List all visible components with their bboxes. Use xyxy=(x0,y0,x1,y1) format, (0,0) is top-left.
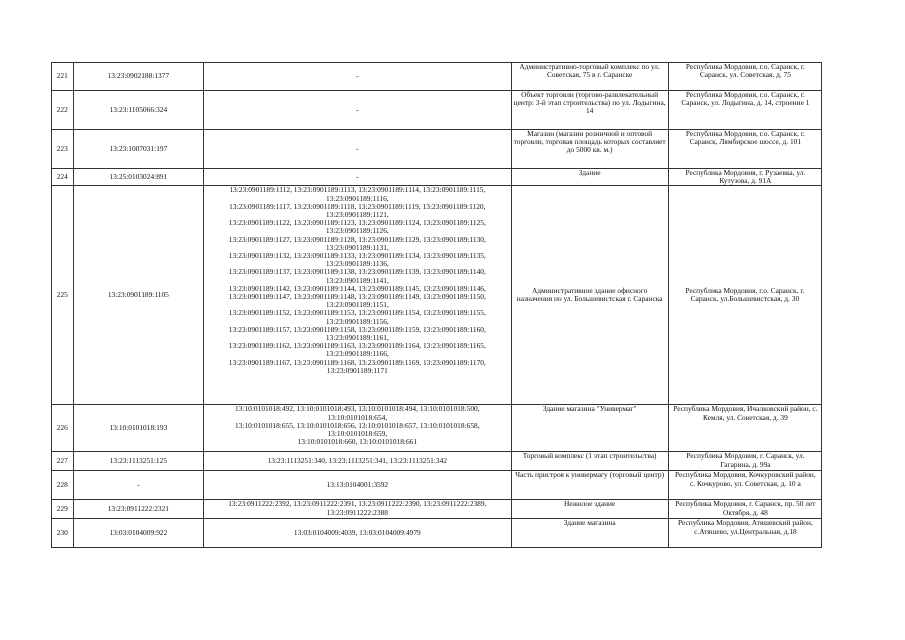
address-cell: Республика Мордовия, Атяшевский район, с.Атяшево, ул.Центральная, д.18 xyxy=(668,519,821,548)
related-cadastral-line: 13:10:0101018:660, 13:10:0101018:661 xyxy=(297,437,418,447)
object-name-cell: Здание магазина "Универмаг" xyxy=(511,405,668,452)
table-row xyxy=(52,169,822,186)
registry-table-body xyxy=(52,63,822,548)
related-cadastral-numbers-cell xyxy=(204,63,511,91)
related-cadastral-line: - xyxy=(356,143,359,153)
related-cadastral-line: 13:23:1113251:340, 13:23:1113251:341, 13:23:1113251:342 xyxy=(267,456,448,466)
table-row xyxy=(52,91,822,130)
related-cadastral-line: 13:23:0901189:1157, 13:23:0901189:1158, 13:23:0901189:1159, 13:23:0901189:1160, xyxy=(228,324,486,334)
table-row xyxy=(52,500,822,519)
related-cadastral-line: 13:23:0901189:1126, xyxy=(325,226,389,236)
object-name-cell: Торговый комплекс (1 этап строительства) xyxy=(511,452,668,471)
related-cadastral-line: 13:23:0901189:1117, 13:23:0901189:1118, 13:23:0901189:1119, 13:23:0901189:1120, xyxy=(229,201,486,211)
object-name-cell: Здание магазина xyxy=(511,519,668,548)
table-row xyxy=(52,63,822,91)
related-cadastral-line: 13:13:0104001:3592 xyxy=(326,480,389,490)
object-name-cell: Часть пристроя к универмагу (торговый центр) xyxy=(511,471,668,500)
object-name-cell: Здание xyxy=(511,169,668,186)
related-cadastral-numbers-cell xyxy=(204,186,511,405)
related-cadastral-line: 13:23:0901189:1132, 13:23:0901189:1133, 13:23:0901189:1134, 13:23:0901189:1135, xyxy=(228,251,486,261)
cadastral-number-cell: 13:25:0103024:891 xyxy=(73,169,204,186)
related-cadastral-line: 13:10:0101018:655, 13:10:0101018:656, 13:10:0101018:657, 13:10:0101018:658, xyxy=(235,420,480,430)
row-number-cell: 227 xyxy=(52,452,74,471)
object-name-cell: Административное здание офисного назначения по ул. Большевистская г. Саранска xyxy=(511,186,668,405)
related-cadastral-line: 13:23:0901189:1162, 13:23:0901189:1163, 13:23:0901189:1164, 13:23:0901189:1165, xyxy=(228,341,486,351)
related-cadastral-line: 13:23:0901189:1122, 13:23:0901189:1123, 13:23:0901189:1124, 13:23:0901189:1125, xyxy=(228,218,486,228)
related-cadastral-line: 13:23:0911222:2392, 13:23:0911222:2391, 13:23:0911222:2390, 13:23:0911222:2389, xyxy=(228,499,487,509)
cadastral-number-cell: 13:10:0101018:193 xyxy=(73,405,204,452)
related-cadastral-line: 13:23:0901189:1152, 13:23:0901189:1153, 13:23:0901189:1154, 13:23:0901189:1155, xyxy=(228,308,486,318)
object-name-cell: Объект торговли (торгово-развлекательный центр: 3-й этап строительства) по ул. Лодыгина, 14 xyxy=(511,91,668,130)
address-cell: Республика Мордовия, г. Саранск, ул. Гагарина, д. 99а xyxy=(668,452,821,471)
related-cadastral-line: 13:10:0101018:492, 13:10:0101018:493, 13:10:0101018:494, 13:10:0101018:500, xyxy=(235,404,480,414)
address-cell: Республика Мордовия, г.о. Саранск, г. Саранск, Лямбирское шоссе, д. 101 xyxy=(668,130,821,169)
related-cadastral-line: 13:23:0901189:1131, xyxy=(325,242,389,252)
row-number-cell: 221 xyxy=(52,63,74,91)
related-cadastral-numbers-cell xyxy=(204,519,511,548)
related-cadastral-line: 13:23:0901189:1166, xyxy=(325,349,389,359)
related-cadastral-numbers-cell xyxy=(204,471,511,500)
registry-table xyxy=(51,62,822,548)
related-cadastral-line: 13:23:0901189:1161, xyxy=(325,333,389,343)
address-cell: Республика Мордовия, г.о. Саранск, г. Саранск, ул. Советская, д. 75 xyxy=(668,63,821,91)
related-cadastral-numbers-cell xyxy=(204,91,511,130)
related-cadastral-line: 13:23:0901189:1112, 13:23:0901189:1113, 13:23:0901189:1114, 13:23:0901189:1115, xyxy=(229,185,486,195)
object-name-cell: Административно-торговый комплекс по ул. Советская, 75 в г. Саранске xyxy=(511,63,668,91)
related-cadastral-numbers-cell xyxy=(204,169,511,186)
table-row xyxy=(52,186,822,405)
table-row xyxy=(52,519,822,548)
related-cadastral-line: 13:23:0911222:2388 xyxy=(326,507,388,517)
address-cell: Республика Мордовия, г.о. Саранск, г. Саранск, ул.Большевистская, д. 30 xyxy=(668,186,821,405)
related-cadastral-line: 13:23:0901189:1142, 13:23:0901189:1144, 13:23:0901189:1145, 13:23:0901189:1146, xyxy=(228,283,486,293)
related-cadastral-line: 13:23:0901189:1137, 13:23:0901189:1138, 13:23:0901189:1139, 13:23:0901189:1140, xyxy=(228,267,486,277)
related-cadastral-line: 13:23:0901189:1151, xyxy=(325,300,389,310)
table-row xyxy=(52,471,822,500)
object-name-cell: Нежилое здание xyxy=(511,500,668,519)
related-cadastral-line: 13:23:0901189:1141, xyxy=(325,275,389,285)
object-name-cell: Магазин (магазин розничной и оптовой торговли, торговая площадь которых составляет до 5000 кв. м.) xyxy=(511,130,668,169)
related-cadastral-line: - xyxy=(356,71,359,81)
cadastral-number-cell: - xyxy=(73,471,204,500)
related-cadastral-line: 13:10:0101018:659, xyxy=(327,429,388,439)
related-cadastral-line: 13:23:0901189:1116, xyxy=(326,193,389,203)
related-cadastral-line: 13:23:0901189:1121, xyxy=(325,210,389,220)
related-cadastral-line: 13:03:0104009:4039, 13:03:0104009:4979 xyxy=(293,528,421,538)
related-cadastral-line: 13:23:0901189:1167, 13:23:0901189:1168, 13:23:0901189:1169, 13:23:0901189:1170, xyxy=(228,357,486,367)
cadastral-number-cell: 13:23:0901189:1105 xyxy=(73,186,204,405)
row-number-cell: 229 xyxy=(52,500,74,519)
row-number-cell: 226 xyxy=(52,405,74,452)
address-cell: Республика Мордовия, г.о. Саранск, г. Саранск, ул. Лодыгина, д. 14, строение 1 xyxy=(668,91,821,130)
related-cadastral-line: 13:10:0101018:654, xyxy=(327,412,388,422)
related-cadastral-line: 13:23:0901189:1171 xyxy=(326,365,388,375)
table-row xyxy=(52,452,822,471)
cadastral-number-cell: 13:23:0902188:1377 xyxy=(73,63,204,91)
cadastral-number-cell: 13:23:1105066:324 xyxy=(73,91,204,130)
address-cell: Республика Мордовия, г. Саранск, пр. 50 лет Октября, д. 48 xyxy=(668,500,821,519)
address-cell: Республика Мордовия, Ичалковский район, с. Кемля, ул. Советская, д. 39 xyxy=(668,405,821,452)
row-number-cell: 228 xyxy=(52,471,74,500)
cadastral-number-cell: 13:23:1007031:197 xyxy=(73,130,204,169)
row-number-cell: 230 xyxy=(52,519,74,548)
cadastral-number-cell: 13:23:0911222:2321 xyxy=(73,500,204,519)
cadastral-number-cell: 13:23:1113251:125 xyxy=(73,452,204,471)
related-cadastral-line: 13:23:0901189:1147, 13:23:0901189:1148, 13:23:0901189:1149, 13:23:0901189:1150, xyxy=(228,292,486,302)
row-number-cell: 223 xyxy=(52,130,74,169)
related-cadastral-line: 13:23:0901189:1127, 13:23:0901189:1128, 13:23:0901189:1129, 13:23:0901189:1130, xyxy=(228,234,486,244)
address-cell: Республика Мордовия, Кочкуровский район, с. Кочкурово, ул. Советская, д. 10 а xyxy=(668,471,821,500)
cadastral-number-cell: 13:03:0104009:922 xyxy=(73,519,204,548)
related-cadastral-line: 13:23:0901189:1136, xyxy=(325,259,389,269)
row-number-cell: 225 xyxy=(52,186,74,405)
related-cadastral-numbers-cell xyxy=(204,452,511,471)
related-cadastral-numbers-cell xyxy=(204,405,511,452)
address-cell: Республика Мордовия, г. Рузаевка, ул. Кутузова, д. 91А xyxy=(668,169,821,186)
table-row xyxy=(52,130,822,169)
related-cadastral-line: - xyxy=(356,172,359,182)
related-cadastral-line: - xyxy=(356,104,359,114)
related-cadastral-numbers-cell xyxy=(204,500,511,519)
related-cadastral-numbers-cell xyxy=(204,130,511,169)
row-number-cell: 224 xyxy=(52,169,74,186)
related-cadastral-line: 13:23:0901189:1156, xyxy=(325,316,389,326)
table-row xyxy=(52,405,822,452)
row-number-cell: 222 xyxy=(52,91,74,130)
